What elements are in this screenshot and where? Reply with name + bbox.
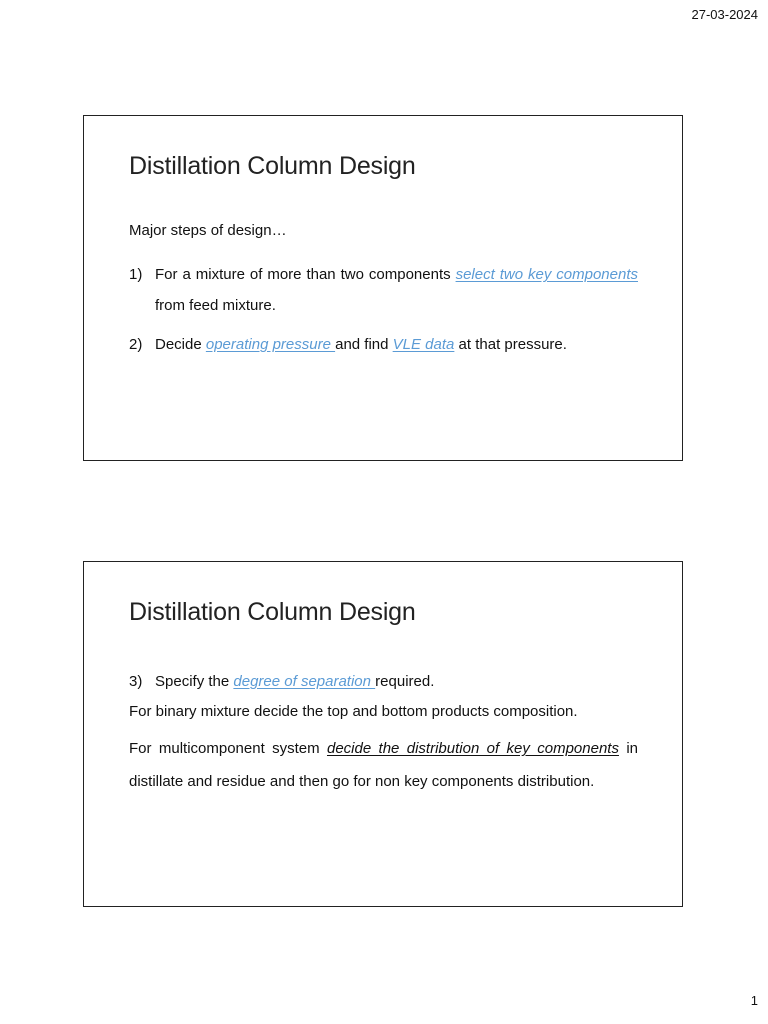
step-text: and find [335, 336, 393, 353]
step-text: required. [375, 673, 435, 690]
step-text: at that pressure. [454, 336, 567, 353]
slide-title: Distillation Column Design [129, 598, 416, 626]
step-item [129, 666, 638, 697]
slide-title: Distillation Column Design [129, 152, 416, 180]
multi-text: in distillate and residue and then go for non key components distribution. [129, 740, 639, 790]
intro-text: Major steps of design… [129, 222, 287, 239]
operating-pressure-link[interactable]: operating pressure [205, 336, 336, 353]
step-text: Specify the [155, 673, 234, 690]
slide-body [129, 220, 638, 368]
vle-data-link[interactable]: VLE data [392, 336, 455, 353]
multi-text: For multicomponent system [129, 740, 327, 757]
step-number: 2) [129, 336, 143, 353]
binary-mixture-text: For binary mixture decide the top and bottom products composition. [129, 703, 578, 720]
multicomponent-text [129, 732, 638, 798]
step-text: from feed mixture. [155, 297, 276, 314]
step-text: For a mixture of more than two components [155, 266, 456, 283]
select-key-components-link[interactable]: select two key components [455, 266, 638, 283]
step-text: Decide [155, 336, 206, 353]
degree-of-separation-link[interactable]: degree of separation [233, 673, 376, 690]
page-date: 27-03-2024 [691, 7, 758, 22]
step-number: 1) [129, 266, 143, 283]
slide-1 [83, 115, 683, 461]
step-item [129, 259, 638, 321]
step-item [129, 329, 638, 360]
slide-body [129, 666, 638, 816]
slide-2 [83, 561, 683, 907]
step-number: 3) [129, 673, 143, 690]
page-number: 1 [750, 993, 758, 1008]
key-distribution-emphasis: decide the distribution of key components [326, 740, 619, 757]
